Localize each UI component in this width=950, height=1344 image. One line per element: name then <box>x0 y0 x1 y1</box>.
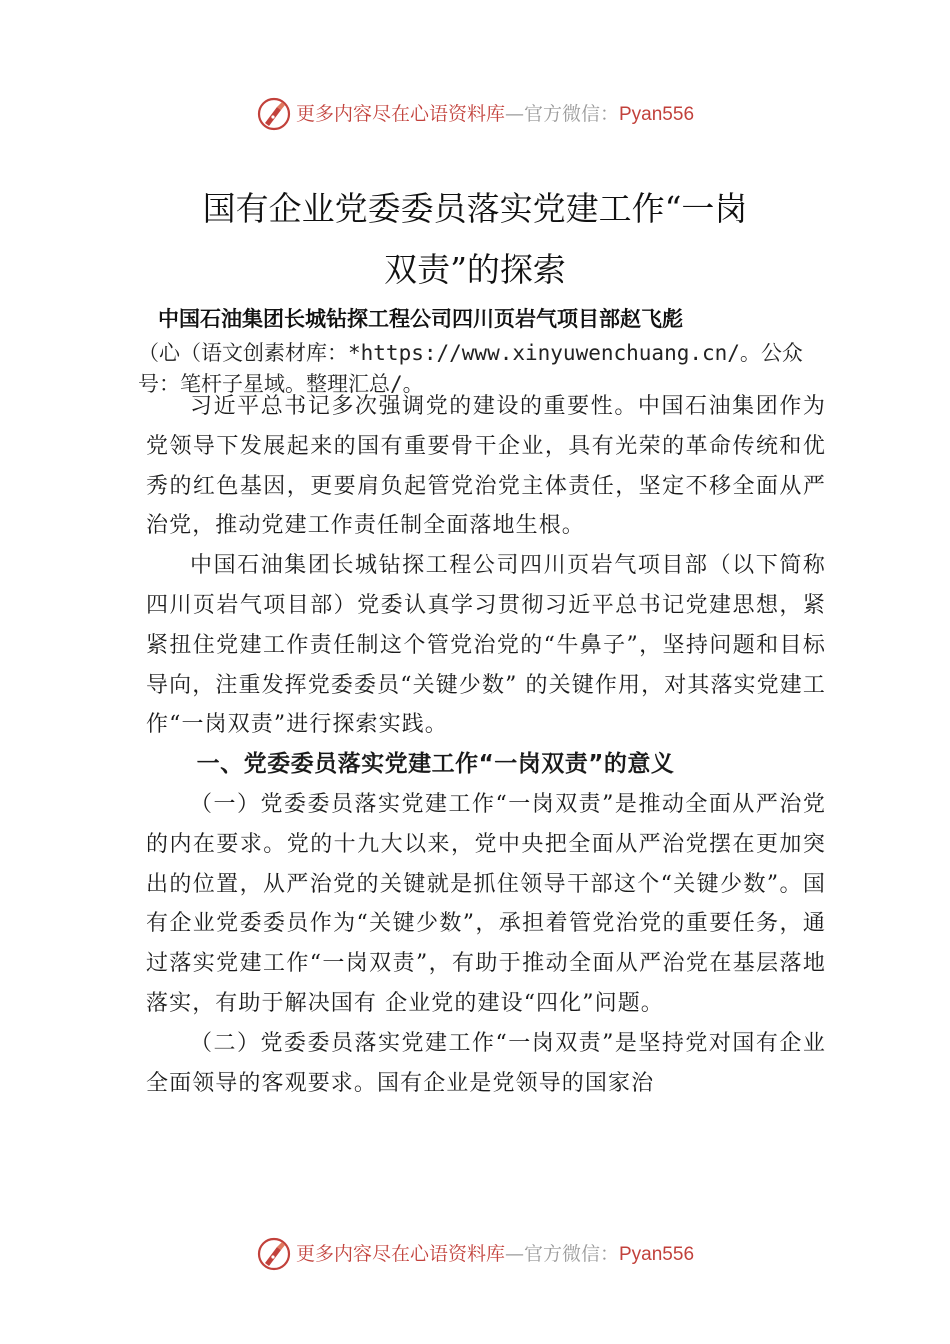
source-note: （心（语文创素材库：*https://www.xinyuwenchuang.cn/。公众号：笔杆子星域。整理汇总/。 <box>138 341 803 396</box>
watermark-banner-bottom <box>0 1234 950 1274</box>
watermark-text: 更多内容尽在心语资料库—官方微信：Pyan556 <box>295 102 695 125</box>
watermark-text: 更多内容尽在心语资料库—官方微信：Pyan556 <box>295 1242 695 1265</box>
body-paragraph: 中国石油集团长城钻探工程公司四川页岩气项目部（以下简称四川页岩气项目部）党委认真学习贯彻习近平总书记党建思想，紧紧扭住党建工作责任制这个管党治党的“牛鼻子”，坚持问题和目标导向，注重发挥党委委员“关键少数” 的关键作用，对其落实党建工作“一岗双责”进行探索实践。 <box>146 553 826 738</box>
document-body <box>146 387 826 1103</box>
body-paragraph: （二）党委委员落实党建工作“一岗双责”是坚持党对国有企业全面领导的客观要求。国有企业是党领导的国家治 <box>146 1030 826 1096</box>
watermark-banner-top <box>0 94 950 134</box>
pen-nib-logo-icon <box>256 96 292 132</box>
pen-nib-logo-icon <box>256 1236 292 1272</box>
document-title-line2: 双责”的探索 <box>384 250 566 289</box>
body-paragraph: 习近平总书记多次强调党的建设的重要性。中国石油集团作为党领导下发展起来的国有重要骨干企业，具有光荣的革命传统和优秀的红色基因，更要肩负起管党治党主体责任，坚定不移全面从严治党，推动党建工作责任制全面落地生根。 <box>146 394 826 539</box>
section-heading: 一、党委委员落实党建工作“一岗双责”的意义 <box>196 751 675 778</box>
author-line: 中国石油集团长城钻探工程公司四川页岩气项目部赵飞彪 <box>158 306 683 331</box>
body-paragraph: （一）党委委员落实党建工作“一岗双责”是推动全面从严治党的内在要求。党的十九大以来，党中央把全面从严治党摆在更加突出的位置，从严治党的关键就是抓住领导干部这个“关键少数”。国有企业党委委员作为“关键少数”，承担着管党治党的重要任务，通过落实党建工作“一岗双责”，有助于推动全面从严治党在基层落地落实，有助于解决国有 企业党的建设“四化”问题。 <box>146 791 826 1016</box>
document-title-line1: 国有企业党委委员落实党建工作“一岗 <box>202 189 748 228</box>
